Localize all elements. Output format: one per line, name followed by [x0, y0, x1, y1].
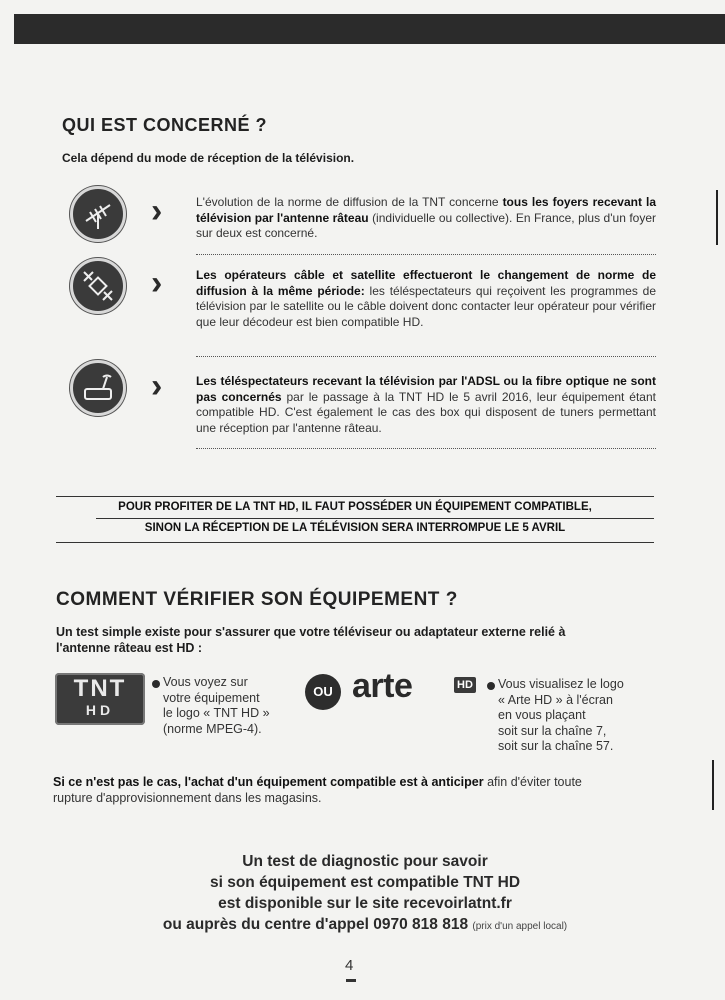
tnt-hd-logo: TNT HD	[55, 673, 145, 725]
section-title: COMMENT VÉRIFIER SON ÉQUIPEMENT ?	[56, 589, 458, 610]
banner-line-2: SINON LA RÉCEPTION DE LA TÉLÉVISION SERA INTERROMPUE LE 5 AVRIL	[144, 522, 566, 534]
or-badge: OU	[305, 674, 341, 710]
margin-mark	[712, 760, 714, 810]
section-intro: Un test simple existe pour s'assurer que votre téléviseur ou adaptateur externe relié à l'antenne râteau est HD :	[56, 625, 566, 655]
margin-mark	[716, 190, 718, 245]
dotted-divider	[196, 448, 656, 449]
chevron-right-icon: ›	[151, 367, 163, 405]
page-number-underline	[346, 979, 356, 982]
satellite-icon	[70, 258, 126, 314]
arte-description: Vous visualisez le logo « Arte HD » à l'écran en vous plaçant soit sur la chaîne 7, soit sur la chaîne 57.	[498, 677, 624, 753]
page-number: 4	[345, 957, 354, 974]
header-bar	[14, 14, 725, 44]
row-text: Les opérateurs câble et satellite effectueront le changement de norme de diffusion à la même période: les téléspectateurs qui reçoivent les programmes de télévision par le satellite ou le câble doivent donc contacter leur opérateur pour vérifier que leur décodeur est bien compatible HD.	[196, 268, 656, 329]
bullet-icon	[487, 682, 495, 690]
warning-banner	[56, 496, 654, 543]
antenna-icon	[70, 186, 126, 242]
tnt-description: Vous voyez sur votre équipement le logo « TNT HD » (norme MPEG-4).	[163, 675, 270, 736]
arte-hd-badge: HD	[454, 677, 476, 693]
row-text: L'évolution de la norme de diffusion de la TNT concerne tous les foyers recevant la télévision par l'antenne râteau (individuelle ou collective). En France, plus d'un foyer sur deux est concerné.	[196, 195, 656, 241]
row-text: Les téléspectateurs recevant la télévision par l'ADSL ou la fibre optique ne sont pas concernés par le passage à la TNT HD le 5 avril 2016, leur équipement étant compatible HD. C'est également le cas des box qui disposent de tuners permettant une réception par l'antenne râteau.	[196, 374, 656, 435]
arte-logo: arte	[352, 667, 413, 705]
banner-line-1: POUR PROFITER DE LA TNT HD, IL FAUT POSSÉDER UN ÉQUIPEMENT COMPATIBLE,	[118, 501, 592, 513]
dotted-divider	[196, 356, 656, 357]
section-title: QUI EST CONCERNÉ ?	[62, 115, 268, 135]
chevron-right-icon: ›	[151, 264, 163, 302]
diagnostic-callout: Un test de diagnostic pour savoir si son équipement est compatible TNT HD est disponible sur le site recevoirlatnt.fr ou auprès du centre d'appel 0970 818 818 (prix d'un appel local)	[162, 853, 568, 933]
advice-note: Si ce n'est pas le cas, l'achat d'un équipement compatible est à anticiper afin d'éviter toute rupture d'approvisionnement dans les magasins.	[53, 775, 582, 805]
section-intro: Cela dépend du mode de réception de la télévision.	[62, 151, 355, 165]
dotted-divider	[196, 254, 656, 255]
adsl-box-icon	[70, 360, 126, 416]
banner-divider	[96, 518, 654, 519]
bullet-icon	[152, 680, 160, 688]
chevron-right-icon: ›	[151, 192, 163, 230]
